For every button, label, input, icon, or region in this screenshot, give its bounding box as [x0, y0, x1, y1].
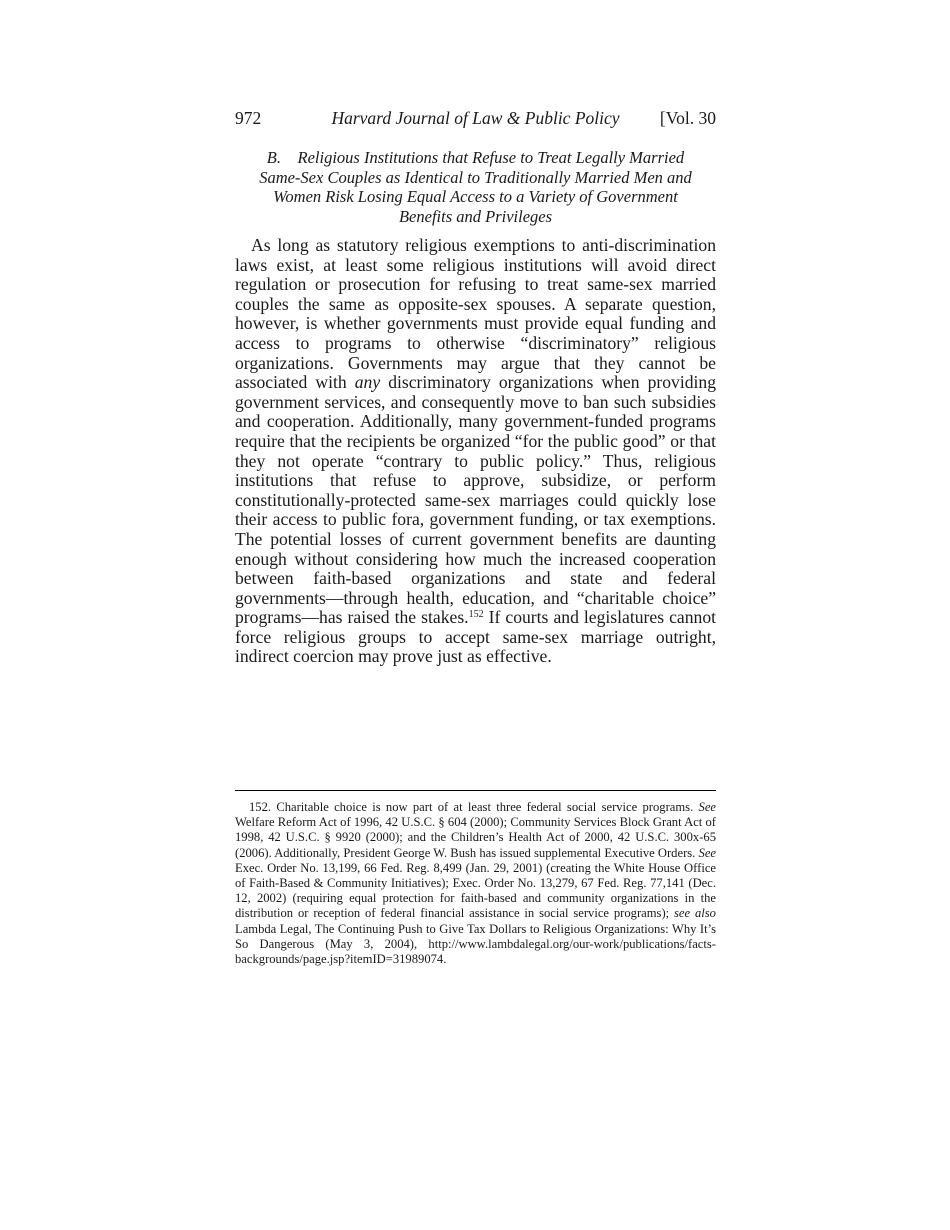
- running-head: [235, 108, 716, 134]
- footnote-reference[interactable]: 152: [468, 609, 484, 621]
- footnote-divider: [235, 790, 716, 791]
- signal-see-also: see also: [674, 906, 716, 921]
- footnote-text-1: Charitable choice is now part of at least three federal social service programs.: [271, 800, 699, 814]
- footnote-152: [235, 800, 716, 967]
- footnote-text-3: Exec. Order No. 13,199, 66 Fed. Reg. 8,499 (Jan. 29, 2001) (creating the White House Office of Faith-Based & Community Initiatives); Exec. Order No. 13,279, 67 Fed. Reg. 77,141 (Dec. 12, 2002) (requiring equal protection for faith-based and community organizations in the distribution or reception of federal financial assistance in social service programs);: [235, 860, 716, 921]
- section-heading: [235, 148, 716, 226]
- volume-label: [Vol. 30: [659, 108, 716, 128]
- signal-see-1: See: [698, 800, 716, 814]
- footnote-text-4: Lambda Legal, The Continuing Push to Give Tax Dollars to Religious Organizations: Why It’s So Dangerous (May 3, 2004), http://www.lambdalegal.org/our-work/publications/facts-backgrounds/page.jsp?itemID=31989074.: [235, 921, 716, 967]
- footnote-text-2: Welfare Reform Act of 1996, 42 U.S.C. § 604 (2000); Community Services Block Grant Act of 1998, 42 U.S.C. § 9920 (2000); and the Children’s Health Act of 2000, 42 U.S.C. 300x-65 (2006). Additionally, President George W. Bush has issued supplemental Executive Orders.: [235, 815, 716, 860]
- page-number: 972: [235, 108, 262, 128]
- body-text-part-1: As long as statutory religious exemptions to anti-discrimination laws exist, at least some religious institutions will avoid direct regulation or prosecution for refusing to treat same-sex married couples the same as opposite-sex spouses. A separate question, however, is whether governments must provide equal funding and access to programs to otherwise “discriminatory” religious organizations. Governments may argue that they cannot be associated with: [235, 235, 716, 393]
- body-text-part-2: discriminatory organizations when providing government services, and consequently move to ban such subsidies and cooperation. Additionally, many government-funded programs require that the recipients be organized “for the public good” or that they not operate “contrary to public policy.” Thus, religious institutions that refuse to approve, subsidize, or perform constitutionally-protected same-sex marriages could quickly lose their access to public fora, government funding, or tax exemptions. The potential losses of current government benefits are daunting enough without considering how much the increased cooperation between faith-based organizations and state and federal governments—through health, education, and “charitable choice” programs—has raised the stakes.: [235, 372, 716, 628]
- signal-see-2: See: [698, 845, 716, 860]
- document-page: [235, 108, 716, 667]
- body-paragraph: [235, 236, 716, 667]
- section-label: B.: [266, 148, 282, 167]
- footnote-number: 152.: [249, 800, 272, 814]
- section-title: Religious Institutions that Refuse to Treat Legally Married Same-Sex Couples as Identical to Traditionally Married Men and Women Risk Losing Equal Access to a Variety of Government Benefits and Privileges: [259, 148, 692, 226]
- body-text-part-3: If courts and legislatures cannot force religious groups to accept same-sex marriage outright, indirect coercion may prove just as effective.: [235, 607, 717, 667]
- emphasis-any: any: [354, 372, 381, 393]
- journal-title: Harvard Journal of Law & Public Policy: [331, 108, 620, 128]
